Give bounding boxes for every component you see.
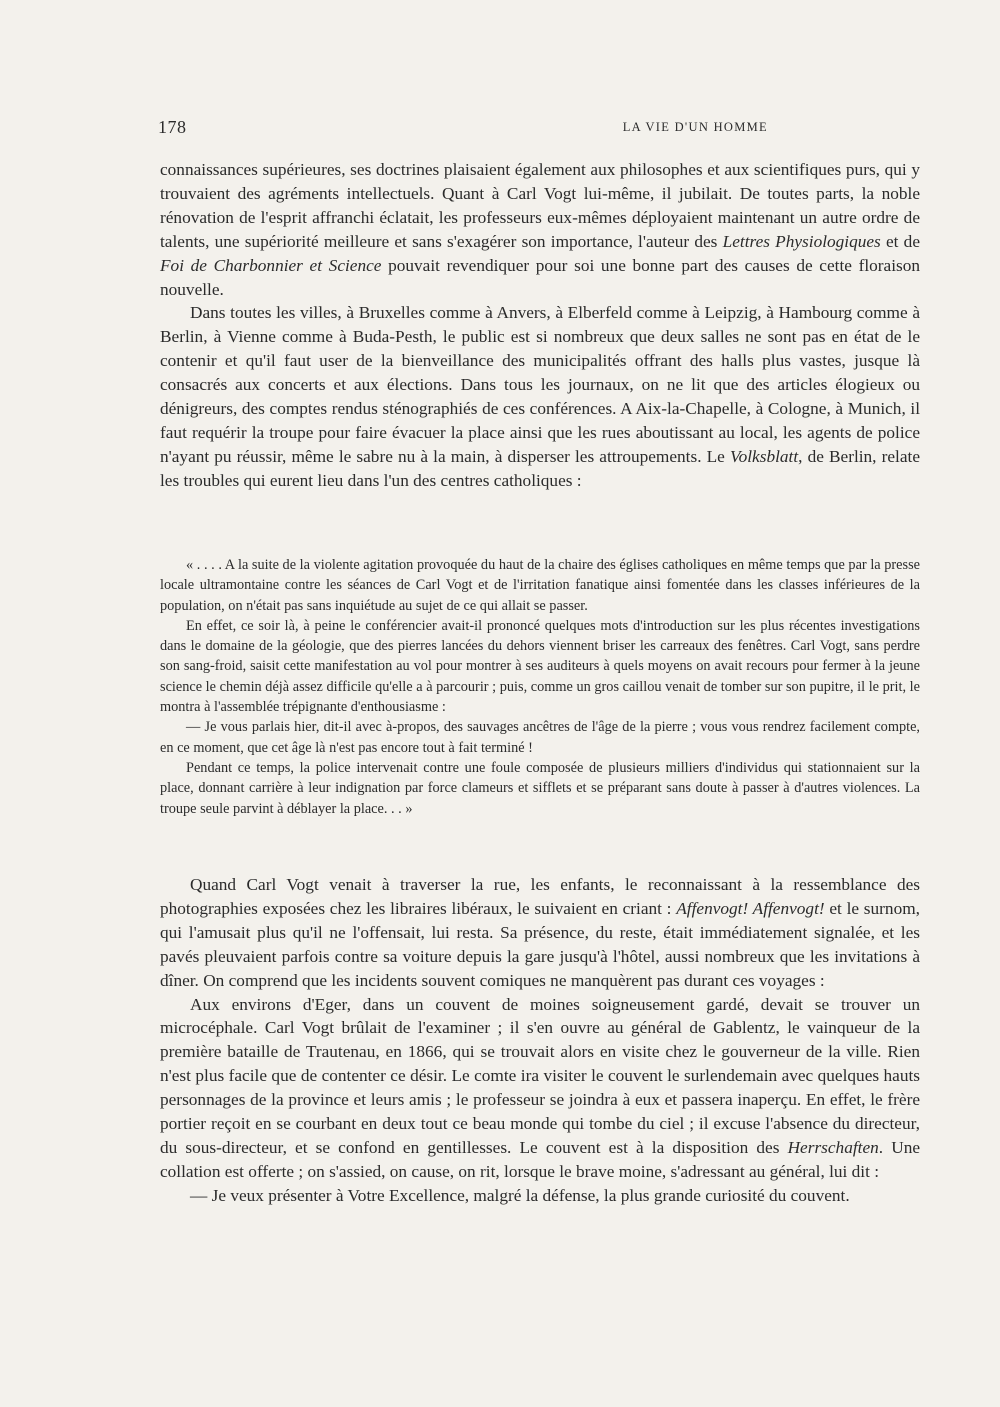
paragraph-3 [160, 873, 920, 993]
quotation-block [160, 555, 920, 819]
paragraph-2 [160, 301, 920, 492]
nickname-affenvogt: Affenvogt! Affenvogt! [676, 898, 825, 918]
main-text [160, 158, 920, 493]
quote-paragraph-2: En effet, ce soir là, à peine le conférencier avait-il prononcé quelques mots d'introduction sur les plus récentes investigations dans le domaine de la géologie, que des pierres lancées du dehors viennent briser les carreaux des fenêtres. Carl Vogt, sans perdre son sang-froid, saisit cette manifestation au vol pour montrer à ses auditeurs à quels moyens on avait recours pour fermer à la jeune science le chemin déjà assez difficile qu'elle a à parcourir ; puis, comme un gros caillou venait de tomber sur son pupitre, il le prit, le montra à l'assemblée trépignante d'enthousiasme : [160, 617, 920, 716]
page-header [158, 117, 920, 143]
paragraph-3-text-a: Quand Carl Vogt venait à traverser la rue, les enfants, le reconnaissant à la ressemblance des photographies exposées chez les libraires libéraux, le suivaient en criant : [160, 875, 920, 918]
paragraph-3-text-b: et le surnom, qui l'amusait plus qu'il ne l'offensait, lui resta. Sa présence, du reste, était immédiatement signalée, et les pavés pleuvaient parfois contre sa voiture depuis la gare jusqu'à l'hôtel, aussi nombreux que les invitations à dîner. On comprend que les incidents souvent comiques ne manquèrent pas durant ces voyages : [160, 898, 920, 990]
paragraph-4 [160, 993, 920, 1184]
paragraph-4-text-a: Aux environs d'Eger, dans un couvent de moines soigneusement gardé, devait se trouver un microcéphale. Carl Vogt brûlait de l'examiner ; il s'en ouvre au général de Gablentz, le vainqueur de la première bataille de Trautenau, en 1866, qui se trouvait alors en visite chez le gouverneur de la ville. Rien n'est plus facile que de contenter ce désir. Le comte ira visiter le couvent le surlendemain avec quelques hauts personnages de la province et leurs amis ; le professeur se joindra à eux et passera inaperçu. En effet, le frère portier reçoit en se courbant en deux tout ce beau monde qui tombe du ciel ; il excuse l'absence du directeur, du sous-directeur, et se confond en gentillesses. Le couvent est à la disposition des [160, 994, 920, 1157]
paragraph-1-text-a: connaissances supérieures, ses doctrines plaisaient également aux philosophes et aux scientifiques purs, qui y trouvaient des agréments intellectuels. Quant à Carl Vogt lui-même, il jubilait. De toutes parts, la noble rénovation de l'esprit affranchi éclatait, les professeurs eux-mêmes déployaient maintenant un autre ordre de talents, une supériorité meilleure et sans s'exagérer son importance, l'auteur des [160, 160, 920, 251]
quote-paragraph-3: — Je vous parlais hier, dit-il avec à-propos, des sauvages ancêtres de l'âge de la pierre ; vous vous rendrez facilement compte, en ce moment, que cet âge là n'est pas encore tout à fait terminé ! [160, 719, 920, 756]
title-lettres-physiologiques: Lettres Physiologiques [722, 231, 881, 251]
quote-paragraph-1: « . . . . A la suite de la violente agitation provoquée du haut de la chaire des églises catholiques en même temps que par la presse locale ultramontaine contre les séances de Carl Vogt et de l'irritation fanatique ainsi fomentée dans les classes inférieures de la population, on n'était pas sans inquiétude au sujet de ce qui allait se passer. [160, 557, 920, 614]
quote-paragraph-4: Pendant ce temps, la police intervenait contre une foule composée de plusieurs milliers d'individus qui stationnaient sur la place, donnant carrière à leur indignation par force clameurs et sifflets et se préparant sans doute à passer à d'autres violences. La troupe seule parvint à déblayer la place. . . » [160, 759, 920, 817]
paragraph-1-text-b: et de [880, 231, 920, 251]
page-number: 178 [158, 117, 187, 137]
paragraph-2-text-a: Dans toutes les villes, à Bruxelles comme à Anvers, à Elberfeld comme à Leipzig, à Hambourg comme à Berlin, à Vienne comme à Buda-Pesth, le public est si nombreux que deux salles ne sont pas en état de le contenir et qu'il faut user de la bienveillance des municipalités offrant des halls plus vastes, jusque là consacrés aux concerts et aux élections. Dans tous les journaux, on ne lit que des articles élogieux ou dénigreurs, des comptes rendus sténographiés de ces conférences. A Aix-la-Chapelle, à Cologne, à Munich, il faut requérir la troupe pour faire évacuer la place ainsi que les rues aboutissant au local, les agents de police n'ayant pu réussir, même le sabre nu à la main, à disperser les attroupements. Le [160, 303, 920, 466]
paragraph-1-text-c: pouvait revendiquer pour soi une bonne part des causes de cette floraison nouvelle. [160, 255, 921, 299]
paragraph-1 [160, 158, 920, 301]
paragraph-4-text-b: . Une collation est offerte ; on s'assied, on cause, on rit, lorsque le brave moine, s'adressant au général, lui dit : [160, 1137, 921, 1181]
running-title: LA VIE D'UN HOMME [622, 120, 768, 134]
main-text-continued [160, 873, 920, 1208]
title-foi-de-charbonnier: Foi de Charbonnier et Science [160, 255, 382, 275]
paragraph-5: — Je veux présenter à Votre Excellence, malgré la défense, la plus grande curiosité du couvent. [190, 1185, 850, 1205]
title-volksblatt: Volksblatt [729, 446, 799, 466]
paragraph-2-text-b: , de Berlin, relate les troubles qui eurent lieu dans l'un des centres catholiques : [160, 446, 920, 490]
word-herrschaften: Herrschaften [787, 1137, 879, 1157]
